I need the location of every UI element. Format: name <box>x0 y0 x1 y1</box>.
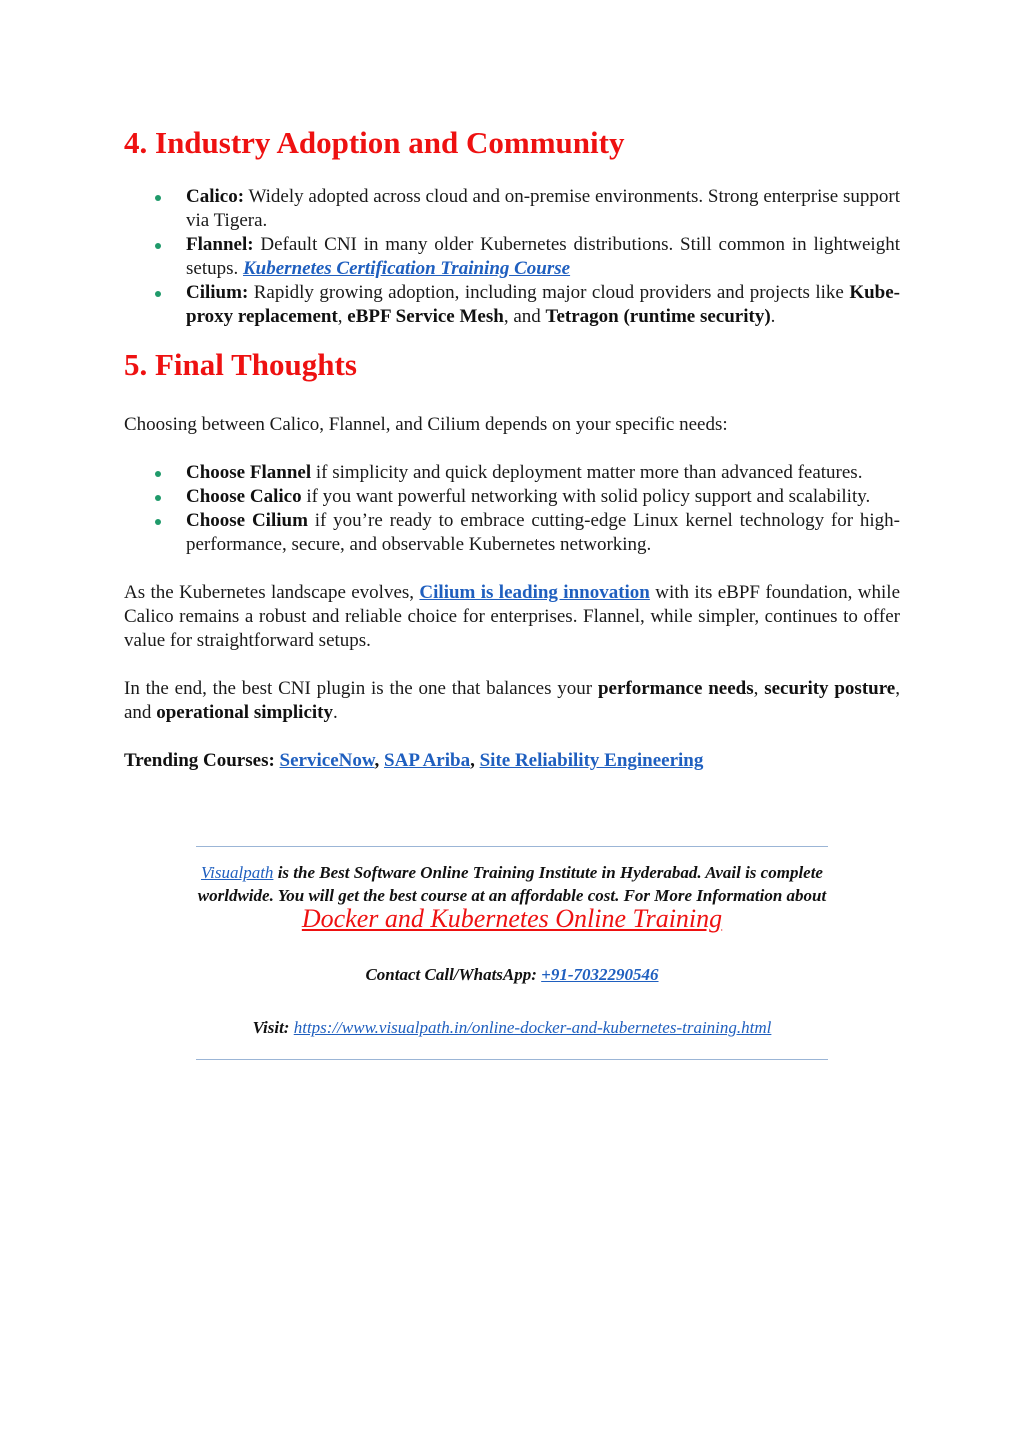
conclusion-paragraph <box>124 677 900 725</box>
list-item-cilium <box>124 281 900 329</box>
cilium-label: Cilium: <box>186 282 249 304</box>
separator: , and <box>124 678 900 724</box>
sre-link[interactable]: Site Reliability Engineering <box>479 750 704 772</box>
paragraph-text: As the Kubernetes landscape evolves, <box>124 582 420 604</box>
cilium-innovation-link[interactable]: Cilium is leading innovation <box>419 582 650 604</box>
service-mesh-term: eBPF Service Mesh <box>347 306 504 328</box>
choose-calico-label: Choose Calico <box>186 486 302 508</box>
separator: , <box>753 678 765 700</box>
calico-text: Widely adopted across cloud and on-premise environments. Strong enterprise support via Tigera. <box>186 186 900 232</box>
final-intro-paragraph: Choosing between Calico, Flannel, and Cilium depends on your specific needs: <box>124 414 728 436</box>
list-item-calico <box>124 185 900 233</box>
list-item-choose-flannel <box>124 461 900 485</box>
choose-flannel-text: if simplicity and quick deployment matter more than advanced features. <box>311 462 863 484</box>
website-url-link[interactable]: https://www.visualpath.in/online-docker-and-kubernetes-training.html <box>293 1018 772 1037</box>
phone-link[interactable]: +91-7032290546 <box>541 965 659 984</box>
tetragon-term: Tetragon (runtime security) <box>545 306 771 328</box>
trending-label: Trending Courses: <box>124 750 280 772</box>
visit-label: Visit: <box>252 1018 294 1037</box>
promo-box <box>196 846 828 1060</box>
section-heading-final: 5. Final Thoughts <box>124 347 357 383</box>
list-item-choose-cilium <box>124 509 900 557</box>
operational-term: operational simplicity <box>156 702 333 724</box>
servicenow-link[interactable]: ServiceNow <box>279 750 375 772</box>
cilium-text: Rapidly growing adoption, including major cloud providers and projects like <box>248 282 850 304</box>
flannel-label: Flannel: <box>186 234 254 256</box>
choose-cilium-label: Choose Cilium <box>186 510 308 532</box>
docker-kubernetes-training-link[interactable]: Docker and Kubernetes Online Training <box>301 904 723 933</box>
visualpath-link[interactable]: Visualpath <box>201 863 274 882</box>
promo-blurb <box>196 861 828 933</box>
sap-ariba-link[interactable]: SAP Ariba <box>384 750 471 772</box>
paragraph-text: with its eBPF foundation, while Calico remains a robust and reliable choice for enterprises. Flannel, while simpler, continues to offer value for straightforward setups. <box>124 582 901 652</box>
separator: , <box>470 750 480 772</box>
paragraph-text: In the end, the best CNI plugin is the one that balances your <box>124 678 598 700</box>
choose-flannel-label: Choose Flannel <box>186 462 312 484</box>
document-page <box>124 0 900 773</box>
promo-text: is the Best Software Online Training Institute in Hyderabad. Avail is complete worldwide. You will get the best course at an affordable cost. For More Information about <box>197 863 827 905</box>
sentence-end: . <box>333 702 338 724</box>
trending-courses <box>124 749 900 773</box>
section-heading-adoption: 4. Industry Adoption and Community <box>124 125 625 160</box>
performance-term: performance needs <box>597 678 754 700</box>
separator: , and <box>503 306 546 328</box>
security-term: security posture <box>764 678 896 700</box>
separator: , <box>374 750 385 772</box>
list-item-choose-calico <box>124 485 900 509</box>
kubernetes-certification-link[interactable]: Kubernetes Certification Training Course <box>243 258 571 280</box>
separator: , <box>337 306 348 328</box>
kube-proxy-term: Kube-proxy replacement <box>186 282 900 328</box>
calico-label: Calico: <box>186 186 245 208</box>
visit-line <box>196 1016 828 1039</box>
flannel-text: Default CNI in many older Kubernetes distributions. Still common in lightweight setups. <box>186 234 900 280</box>
adoption-list <box>124 185 900 329</box>
contact-label: Contact Call/WhatsApp: <box>365 965 542 984</box>
choose-calico-text: if you want powerful networking with solid policy support and scalability. <box>301 486 871 508</box>
landscape-paragraph <box>124 581 900 653</box>
choose-cilium-text: if you’re ready to embrace cutting-edge Linux kernel technology for high-performance, secure, and observable Kubernetes networking. <box>186 510 900 556</box>
sentence-end: . <box>770 306 776 328</box>
choose-list <box>124 461 900 557</box>
list-item-flannel <box>124 233 900 281</box>
contact-line <box>196 963 828 986</box>
